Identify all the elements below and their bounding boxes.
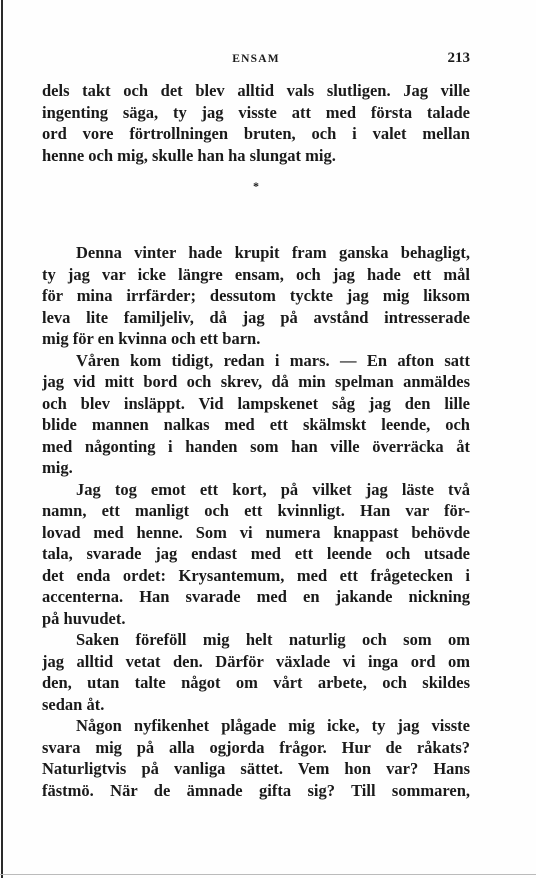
paragraph [42, 242, 470, 350]
text-line: Saken föreföll mig helt naturlig och som om [76, 630, 470, 649]
text-line: fästmö. När de ämnade gifta sig? Till sommaren, [42, 780, 470, 800]
text-line: för mina irrfärder; dessutom tyckte jag mig liksom [42, 286, 470, 305]
section-separator [42, 166, 470, 216]
paragraph [42, 479, 470, 630]
running-title: ENSAM [232, 53, 280, 65]
text-line: Våren kom tidigt, redan i mars. — En afton satt [76, 350, 470, 370]
text-line: ty jag var icke längre ensam, och jag hade ett mål [42, 264, 470, 284]
text-line: det enda ordet: Krysantemum, med ett frågetecken i [42, 565, 470, 585]
paragraph [42, 350, 470, 479]
text-line: Någon nyfikenhet plågade mig icke, ty jag visste [76, 716, 470, 735]
text-line: jag alltid vetat den. Därför växlade vi inga ord om [42, 651, 470, 671]
text-line: med någonting i handen som han ville överräcka åt [42, 436, 470, 456]
text-line: lovad med henne. Som vi numera knappast behövde [42, 522, 470, 542]
text-line: Jag tog emot ett kort, på vilket jag läste två [76, 479, 470, 499]
text-line: ingenting säga, ty jag visste att med första talade [42, 102, 470, 122]
body-text [42, 80, 470, 801]
text-line: leva lite familjeliv, då jag på avstånd intresserade [42, 307, 470, 327]
text-line: och blev insläppt. Vid lampskenet såg jag den lille [42, 393, 470, 413]
paragraph [42, 629, 470, 715]
text-line: namn, ett manligt och ett kvinnligt. Han var för- [42, 501, 470, 520]
page-number: 213 [447, 50, 470, 66]
text-line: den, utan talte något om vårt arbete, och skildes [42, 673, 470, 692]
text-line: ord vore förtrollningen bruten, och i valet mellan [42, 124, 470, 143]
asterisk-separator: * [253, 179, 259, 193]
text-line: jag vid mitt bord och skrev, då min spelman anmäldes [42, 372, 470, 391]
text-line: svara mig på alla ogjorda frågor. Hur de råkats? [42, 737, 470, 757]
text-line: sedan åt. [42, 694, 105, 714]
text-line: Naturligtvis på vanliga sättet. Vem hon var? Hans [42, 759, 470, 778]
page-edge-rule [1, 0, 3, 878]
paragraph [42, 715, 470, 801]
text-line: dels takt och det blev alltid vals slutligen. Jag ville [42, 81, 470, 100]
text-line: mig för en kvinna och ett barn. [42, 329, 261, 348]
page-header [42, 50, 470, 70]
text-line: tala, svarade jag endast med ett leende och utsade [42, 544, 470, 563]
text-line: Denna vinter hade krupit fram ganska behagligt, [76, 243, 470, 262]
text-line: accenterna. Han svarade med en jakande nickning [42, 587, 470, 606]
paragraph [42, 80, 470, 166]
text-line: mig. [42, 458, 73, 477]
page-bottom-edge [0, 874, 536, 875]
text-line: henne och mig, skulle han ha slungat mig. [42, 145, 336, 165]
section-gap [42, 216, 470, 242]
text-line: blide mannen nalkas med ett skälmskt leende, och [42, 415, 470, 434]
text-line: på huvudet. [42, 608, 126, 628]
